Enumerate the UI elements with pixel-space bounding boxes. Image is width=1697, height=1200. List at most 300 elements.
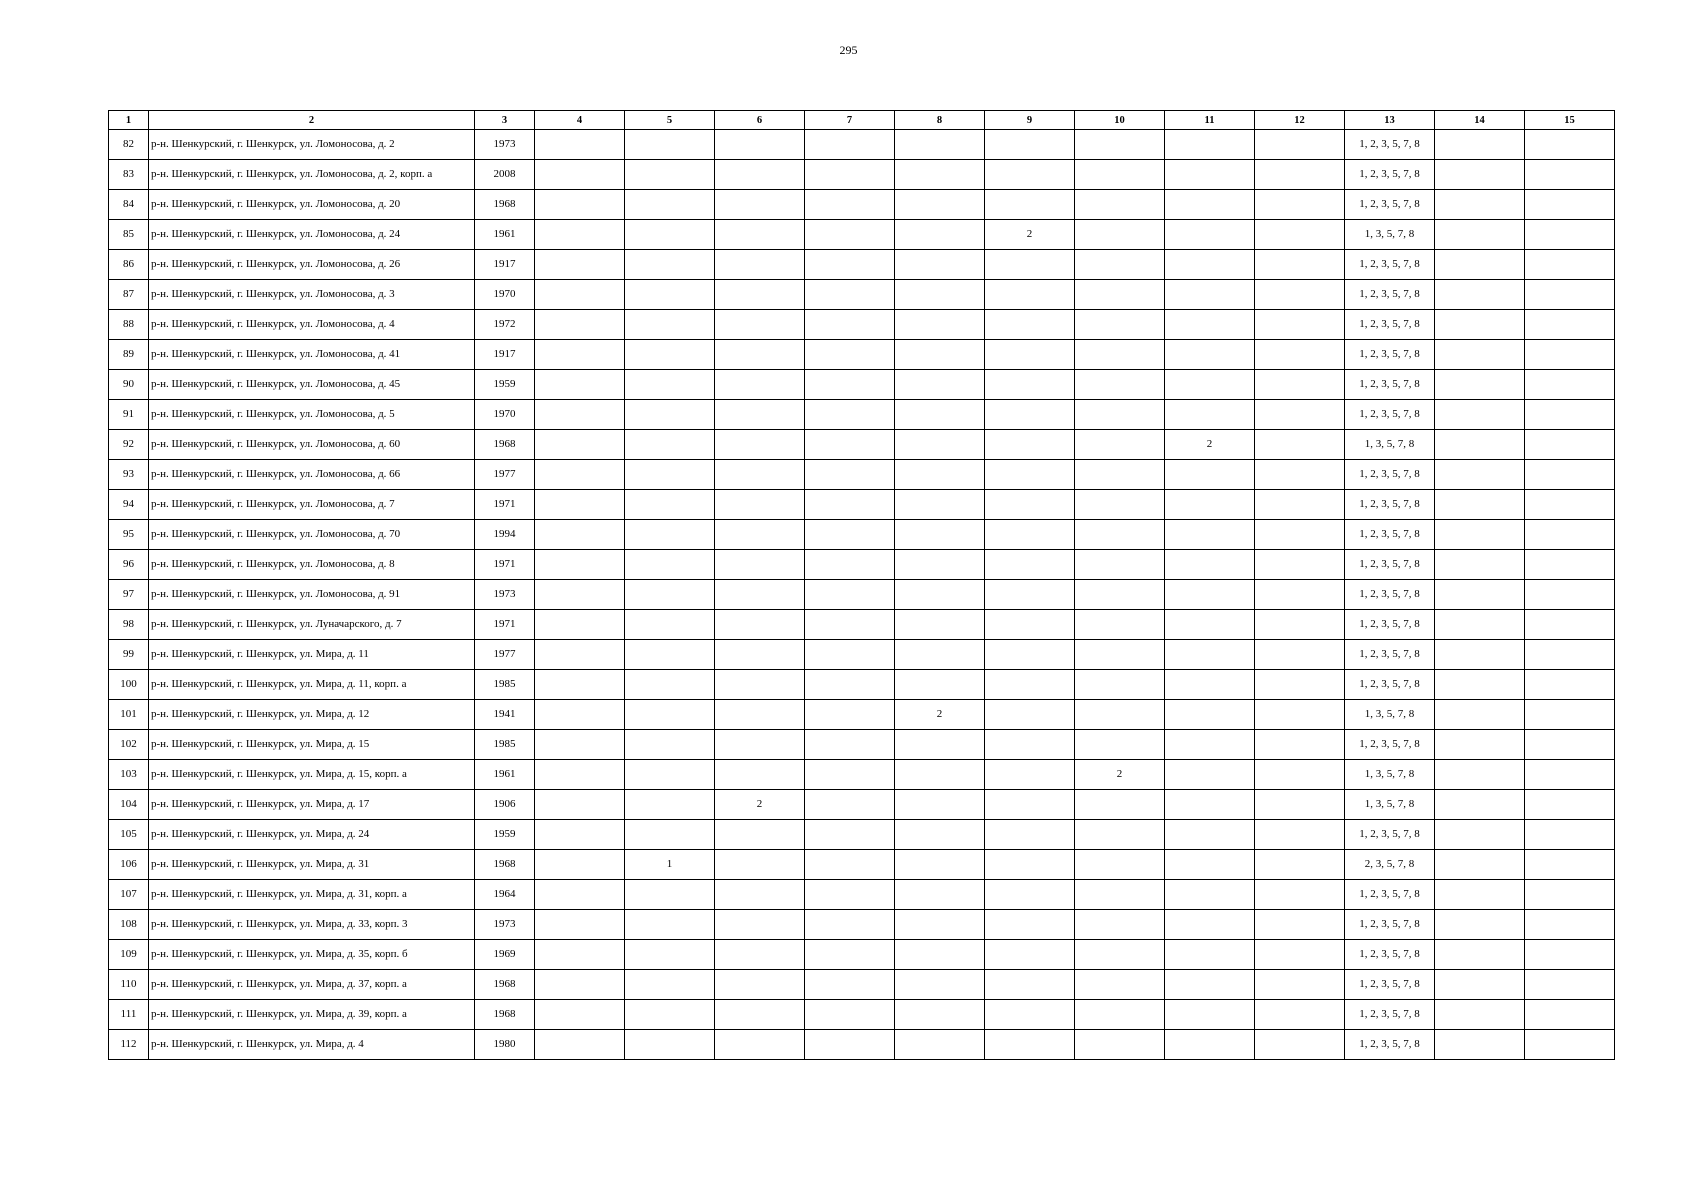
col15-cell (1525, 400, 1615, 430)
col15-cell (1525, 940, 1615, 970)
col13-cell: 1, 3, 5, 7, 8 (1345, 790, 1435, 820)
col6-cell (715, 820, 805, 850)
col15-cell (1525, 1030, 1615, 1060)
col10-cell (1075, 880, 1165, 910)
row-number-cell: 96 (109, 550, 149, 580)
col4-cell (535, 640, 625, 670)
col4-cell (535, 310, 625, 340)
address-cell: р-н. Шенкурский, г. Шенкурск, ул. Мира, д. 4 (149, 1030, 475, 1060)
year-cell: 1994 (475, 520, 535, 550)
col12-cell (1255, 760, 1345, 790)
col4-cell (535, 280, 625, 310)
col15-cell (1525, 460, 1615, 490)
col12-cell (1255, 370, 1345, 400)
col9-cell (985, 610, 1075, 640)
col12-cell (1255, 220, 1345, 250)
col6-cell (715, 880, 805, 910)
col8-cell (895, 250, 985, 280)
col5-cell (625, 310, 715, 340)
col6-cell (715, 280, 805, 310)
col5-cell (625, 1000, 715, 1030)
col7-cell (805, 250, 895, 280)
table-row (109, 670, 1615, 700)
col12-cell (1255, 550, 1345, 580)
col14-cell (1435, 220, 1525, 250)
col6-cell (715, 190, 805, 220)
col6-cell (715, 130, 805, 160)
col15-cell (1525, 700, 1615, 730)
col4-cell (535, 970, 625, 1000)
col4-cell (535, 790, 625, 820)
column-header: 11 (1165, 111, 1255, 130)
col13-cell: 1, 2, 3, 5, 7, 8 (1345, 1000, 1435, 1030)
col7-cell (805, 550, 895, 580)
column-header: 10 (1075, 111, 1165, 130)
col14-cell (1435, 370, 1525, 400)
col9-cell (985, 280, 1075, 310)
col8-cell (895, 640, 985, 670)
col5-cell (625, 430, 715, 460)
col12-cell (1255, 490, 1345, 520)
col9-cell (985, 730, 1075, 760)
address-cell: р-н. Шенкурский, г. Шенкурск, ул. Мира, д. 12 (149, 700, 475, 730)
col10-cell (1075, 430, 1165, 460)
col6-cell (715, 730, 805, 760)
col11-cell (1165, 220, 1255, 250)
table-row (109, 880, 1615, 910)
address-cell: р-н. Шенкурский, г. Шенкурск, ул. Ломоносова, д. 20 (149, 190, 475, 220)
col5-cell (625, 460, 715, 490)
col9-cell (985, 130, 1075, 160)
address-cell: р-н. Шенкурский, г. Шенкурск, ул. Ломоносова, д. 7 (149, 490, 475, 520)
col13-cell: 1, 2, 3, 5, 7, 8 (1345, 820, 1435, 850)
address-cell: р-н. Шенкурский, г. Шенкурск, ул. Мира, д. 24 (149, 820, 475, 850)
col14-cell (1435, 310, 1525, 340)
col13-cell: 1, 2, 3, 5, 7, 8 (1345, 580, 1435, 610)
col6-cell (715, 850, 805, 880)
col7-cell (805, 850, 895, 880)
col15-cell (1525, 190, 1615, 220)
table-row (109, 640, 1615, 670)
col8-cell (895, 820, 985, 850)
col7-cell (805, 1000, 895, 1030)
col11-cell (1165, 550, 1255, 580)
column-header: 15 (1525, 111, 1615, 130)
col10-cell (1075, 580, 1165, 610)
col8-cell: 2 (895, 700, 985, 730)
table-row (109, 790, 1615, 820)
col4-cell (535, 910, 625, 940)
col4-cell (535, 190, 625, 220)
col6-cell (715, 370, 805, 400)
col4-cell (535, 430, 625, 460)
address-cell: р-н. Шенкурский, г. Шенкурск, ул. Ломоносова, д. 70 (149, 520, 475, 550)
col9-cell (985, 580, 1075, 610)
col9-cell (985, 820, 1075, 850)
col14-cell (1435, 1000, 1525, 1030)
col13-cell: 1, 2, 3, 5, 7, 8 (1345, 130, 1435, 160)
col13-cell: 1, 2, 3, 5, 7, 8 (1345, 730, 1435, 760)
row-number-cell: 87 (109, 280, 149, 310)
col4-cell (535, 340, 625, 370)
col14-cell (1435, 610, 1525, 640)
col6-cell (715, 640, 805, 670)
col7-cell (805, 220, 895, 250)
address-cell: р-н. Шенкурский, г. Шенкурск, ул. Ломоносова, д. 60 (149, 430, 475, 460)
col11-cell (1165, 460, 1255, 490)
col6-cell (715, 430, 805, 460)
address-cell: р-н. Шенкурский, г. Шенкурск, ул. Ломоносова, д. 2, корп. а (149, 160, 475, 190)
col14-cell (1435, 430, 1525, 460)
col9-cell (985, 1030, 1075, 1060)
address-cell: р-н. Шенкурский, г. Шенкурск, ул. Ломоносова, д. 26 (149, 250, 475, 280)
col15-cell (1525, 610, 1615, 640)
col14-cell (1435, 280, 1525, 310)
column-header: 13 (1345, 111, 1435, 130)
col6-cell (715, 700, 805, 730)
row-number-cell: 107 (109, 880, 149, 910)
table-row (109, 940, 1615, 970)
row-number-cell: 94 (109, 490, 149, 520)
address-cell: р-н. Шенкурский, г. Шенкурск, ул. Ломоносова, д. 24 (149, 220, 475, 250)
col13-cell: 1, 2, 3, 5, 7, 8 (1345, 520, 1435, 550)
column-header: 3 (475, 111, 535, 130)
col14-cell (1435, 640, 1525, 670)
row-number-cell: 99 (109, 640, 149, 670)
col5-cell (625, 760, 715, 790)
col5-cell (625, 220, 715, 250)
col6-cell (715, 580, 805, 610)
col12-cell (1255, 130, 1345, 160)
row-number-cell: 91 (109, 400, 149, 430)
col12-cell (1255, 730, 1345, 760)
col4-cell (535, 1030, 625, 1060)
row-number-cell: 82 (109, 130, 149, 160)
col5-cell (625, 700, 715, 730)
year-cell: 1970 (475, 400, 535, 430)
col11-cell (1165, 250, 1255, 280)
col10-cell (1075, 550, 1165, 580)
year-cell: 1971 (475, 610, 535, 640)
col9-cell (985, 970, 1075, 1000)
col13-cell: 1, 2, 3, 5, 7, 8 (1345, 190, 1435, 220)
table-row (109, 700, 1615, 730)
col13-cell: 1, 2, 3, 5, 7, 8 (1345, 940, 1435, 970)
table-row (109, 160, 1615, 190)
col14-cell (1435, 190, 1525, 220)
col7-cell (805, 190, 895, 220)
register-table (108, 110, 1615, 1060)
col14-cell (1435, 550, 1525, 580)
col5-cell (625, 640, 715, 670)
col10-cell (1075, 400, 1165, 430)
col12-cell (1255, 850, 1345, 880)
col15-cell (1525, 340, 1615, 370)
col10-cell (1075, 640, 1165, 670)
address-cell: р-н. Шенкурский, г. Шенкурск, ул. Мира, д. 35, корп. б (149, 940, 475, 970)
col12-cell (1255, 790, 1345, 820)
col11-cell (1165, 340, 1255, 370)
col7-cell (805, 790, 895, 820)
col4-cell (535, 610, 625, 640)
col7-cell (805, 430, 895, 460)
row-number-cell: 100 (109, 670, 149, 700)
col7-cell (805, 310, 895, 340)
col11-cell (1165, 640, 1255, 670)
col11-cell (1165, 520, 1255, 550)
column-header: 5 (625, 111, 715, 130)
col15-cell (1525, 370, 1615, 400)
col14-cell (1435, 700, 1525, 730)
col4-cell (535, 160, 625, 190)
address-cell: р-н. Шенкурский, г. Шенкурск, ул. Ломоносова, д. 2 (149, 130, 475, 160)
col8-cell (895, 1030, 985, 1060)
col9-cell (985, 370, 1075, 400)
col12-cell (1255, 520, 1345, 550)
col13-cell: 1, 2, 3, 5, 7, 8 (1345, 670, 1435, 700)
col5-cell (625, 130, 715, 160)
col6-cell (715, 160, 805, 190)
col6-cell (715, 460, 805, 490)
col4-cell (535, 580, 625, 610)
col7-cell (805, 460, 895, 490)
col11-cell (1165, 970, 1255, 1000)
col6-cell (715, 1000, 805, 1030)
col9-cell (985, 190, 1075, 220)
col13-cell: 1, 2, 3, 5, 7, 8 (1345, 460, 1435, 490)
col8-cell (895, 220, 985, 250)
col12-cell (1255, 340, 1345, 370)
col4-cell (535, 850, 625, 880)
table-row (109, 220, 1615, 250)
header-row (109, 111, 1615, 130)
col10-cell (1075, 730, 1165, 760)
table-row (109, 1030, 1615, 1060)
col14-cell (1435, 580, 1525, 610)
col12-cell (1255, 1030, 1345, 1060)
col5-cell (625, 1030, 715, 1060)
col9-cell (985, 1000, 1075, 1030)
table-row (109, 280, 1615, 310)
table-row (109, 310, 1615, 340)
col12-cell (1255, 250, 1345, 280)
col15-cell (1525, 580, 1615, 610)
column-header: 1 (109, 111, 149, 130)
col14-cell (1435, 160, 1525, 190)
col11-cell (1165, 880, 1255, 910)
col10-cell (1075, 910, 1165, 940)
year-cell: 2008 (475, 160, 535, 190)
col9-cell (985, 790, 1075, 820)
year-cell: 1972 (475, 310, 535, 340)
col12-cell (1255, 670, 1345, 700)
col7-cell (805, 820, 895, 850)
col10-cell (1075, 1030, 1165, 1060)
col14-cell (1435, 1030, 1525, 1060)
address-cell: р-н. Шенкурский, г. Шенкурск, ул. Мира, д. 31, корп. а (149, 880, 475, 910)
col8-cell (895, 310, 985, 340)
col14-cell (1435, 670, 1525, 700)
col12-cell (1255, 460, 1345, 490)
col15-cell (1525, 1000, 1615, 1030)
col11-cell (1165, 610, 1255, 640)
col4-cell (535, 550, 625, 580)
col4-cell (535, 940, 625, 970)
col13-cell: 1, 2, 3, 5, 7, 8 (1345, 1030, 1435, 1060)
row-number-cell: 102 (109, 730, 149, 760)
col7-cell (805, 670, 895, 700)
col9-cell (985, 700, 1075, 730)
col13-cell: 1, 2, 3, 5, 7, 8 (1345, 640, 1435, 670)
col10-cell (1075, 460, 1165, 490)
col12-cell (1255, 970, 1345, 1000)
col8-cell (895, 610, 985, 640)
col13-cell: 1, 2, 3, 5, 7, 8 (1345, 250, 1435, 280)
row-number-cell: 109 (109, 940, 149, 970)
col15-cell (1525, 730, 1615, 760)
col11-cell (1165, 760, 1255, 790)
address-cell: р-н. Шенкурский, г. Шенкурск, ул. Ломоносова, д. 8 (149, 550, 475, 580)
col6-cell (715, 940, 805, 970)
year-cell: 1985 (475, 670, 535, 700)
col14-cell (1435, 490, 1525, 520)
col12-cell (1255, 610, 1345, 640)
year-cell: 1941 (475, 700, 535, 730)
table-row (109, 400, 1615, 430)
row-number-cell: 108 (109, 910, 149, 940)
col5-cell (625, 400, 715, 430)
col7-cell (805, 970, 895, 1000)
col15-cell (1525, 490, 1615, 520)
col10-cell (1075, 280, 1165, 310)
col13-cell: 2, 3, 5, 7, 8 (1345, 850, 1435, 880)
col14-cell (1435, 790, 1525, 820)
col5-cell (625, 340, 715, 370)
col7-cell (805, 520, 895, 550)
col15-cell (1525, 280, 1615, 310)
page-number: 295 (839, 43, 858, 57)
row-number-cell: 83 (109, 160, 149, 190)
table-row (109, 190, 1615, 220)
col6-cell (715, 910, 805, 940)
col12-cell (1255, 190, 1345, 220)
col10-cell (1075, 1000, 1165, 1030)
col10-cell (1075, 490, 1165, 520)
col14-cell (1435, 910, 1525, 940)
year-cell: 1961 (475, 760, 535, 790)
year-cell: 1968 (475, 430, 535, 460)
col9-cell (985, 400, 1075, 430)
table-row (109, 850, 1615, 880)
col11-cell (1165, 700, 1255, 730)
col15-cell (1525, 130, 1615, 160)
col5-cell (625, 280, 715, 310)
col7-cell (805, 580, 895, 610)
col13-cell: 1, 2, 3, 5, 7, 8 (1345, 970, 1435, 1000)
col14-cell (1435, 460, 1525, 490)
address-cell: р-н. Шенкурский, г. Шенкурск, ул. Ломоносова, д. 4 (149, 310, 475, 340)
col15-cell (1525, 760, 1615, 790)
col6-cell (715, 520, 805, 550)
col14-cell (1435, 850, 1525, 880)
col11-cell (1165, 850, 1255, 880)
row-number-cell: 106 (109, 850, 149, 880)
col6-cell (715, 250, 805, 280)
table-row (109, 910, 1615, 940)
col15-cell (1525, 160, 1615, 190)
col9-cell: 2 (985, 220, 1075, 250)
col7-cell (805, 130, 895, 160)
year-cell: 1973 (475, 580, 535, 610)
column-header: 12 (1255, 111, 1345, 130)
col14-cell (1435, 520, 1525, 550)
col15-cell (1525, 430, 1615, 460)
col7-cell (805, 910, 895, 940)
col13-cell: 1, 2, 3, 5, 7, 8 (1345, 610, 1435, 640)
col4-cell (535, 700, 625, 730)
col6-cell (715, 550, 805, 580)
col4-cell (535, 220, 625, 250)
col4-cell (535, 370, 625, 400)
table-row (109, 340, 1615, 370)
col13-cell: 1, 2, 3, 5, 7, 8 (1345, 370, 1435, 400)
col13-cell: 1, 3, 5, 7, 8 (1345, 760, 1435, 790)
col12-cell (1255, 880, 1345, 910)
row-number-cell: 112 (109, 1030, 149, 1060)
col12-cell (1255, 580, 1345, 610)
year-cell: 1970 (475, 280, 535, 310)
col10-cell (1075, 940, 1165, 970)
col10-cell (1075, 370, 1165, 400)
col6-cell (715, 760, 805, 790)
col10-cell (1075, 520, 1165, 550)
year-cell: 1973 (475, 910, 535, 940)
col10-cell (1075, 670, 1165, 700)
col5-cell: 1 (625, 850, 715, 880)
address-cell: р-н. Шенкурский, г. Шенкурск, ул. Мира, д. 33, корп. 3 (149, 910, 475, 940)
col4-cell (535, 250, 625, 280)
col13-cell: 1, 2, 3, 5, 7, 8 (1345, 340, 1435, 370)
col15-cell (1525, 250, 1615, 280)
col15-cell (1525, 820, 1615, 850)
column-header: 4 (535, 111, 625, 130)
col12-cell (1255, 1000, 1345, 1030)
col10-cell (1075, 130, 1165, 160)
col7-cell (805, 490, 895, 520)
col10-cell (1075, 820, 1165, 850)
col8-cell (895, 430, 985, 460)
col11-cell (1165, 910, 1255, 940)
row-number-cell: 101 (109, 700, 149, 730)
table-row (109, 520, 1615, 550)
col9-cell (985, 640, 1075, 670)
year-cell: 1968 (475, 190, 535, 220)
col8-cell (895, 400, 985, 430)
col10-cell (1075, 310, 1165, 340)
col9-cell (985, 430, 1075, 460)
col5-cell (625, 940, 715, 970)
year-cell: 1959 (475, 370, 535, 400)
col14-cell (1435, 880, 1525, 910)
col6-cell (715, 220, 805, 250)
col14-cell (1435, 970, 1525, 1000)
column-header: 6 (715, 111, 805, 130)
row-number-cell: 85 (109, 220, 149, 250)
col9-cell (985, 460, 1075, 490)
col9-cell (985, 880, 1075, 910)
col7-cell (805, 400, 895, 430)
col11-cell (1165, 280, 1255, 310)
